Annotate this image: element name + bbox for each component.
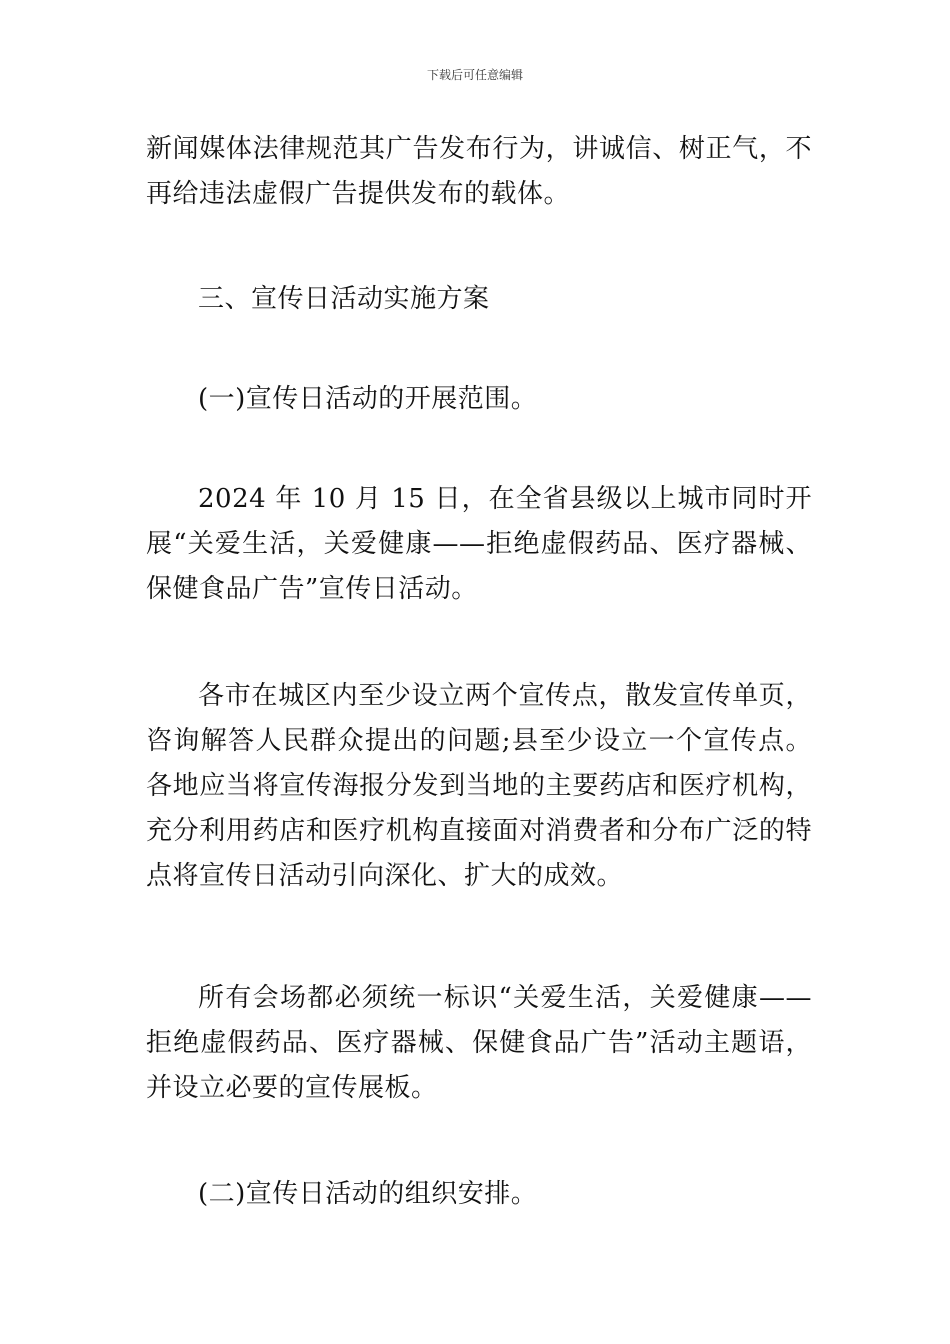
paragraph-promotion-points: 各市在城区内至少设立两个宣传点，散发宣传单页，咨询解答人民群众提出的问题;县至少设立一个宣传点。各地应当将宣传海报分发到当地的主要药店和医疗机构，充分利用药店和医疗机构直接面对消费者和分布广泛的特点将宣传日活动引向深化、扩大的成效。 <box>146 681 812 891</box>
paragraph-date: 2024 年 10 月 15 日，在全省县级以上城市同时开展“关爱生活，关爱健康——拒绝虚假药品、医疗器械、保健食品广告”宣传日活动。 <box>146 484 812 604</box>
subsection-heading-organization: (二)宣传日活动的组织安排。 <box>198 1179 538 1209</box>
subsection-heading: (一)宣传日活动的开展范围。 <box>198 384 538 414</box>
section-heading: 三、宣传日活动实施方案 <box>198 284 490 314</box>
page-header: 下载后可任意编辑 <box>426 68 523 82</box>
paragraph-venue-signage: 所有会场都必须统一标识“关爱生活，关爱健康——拒绝虚假药品、医疗器械、保健食品广告”活动主题语，并设立必要的宣传展板。 <box>146 983 812 1103</box>
paragraph-continuation: 新闻媒体法律规范其广告发布行为，讲诚信、树正气，不再给违法虚假广告提供发布的载体。 <box>146 134 812 209</box>
